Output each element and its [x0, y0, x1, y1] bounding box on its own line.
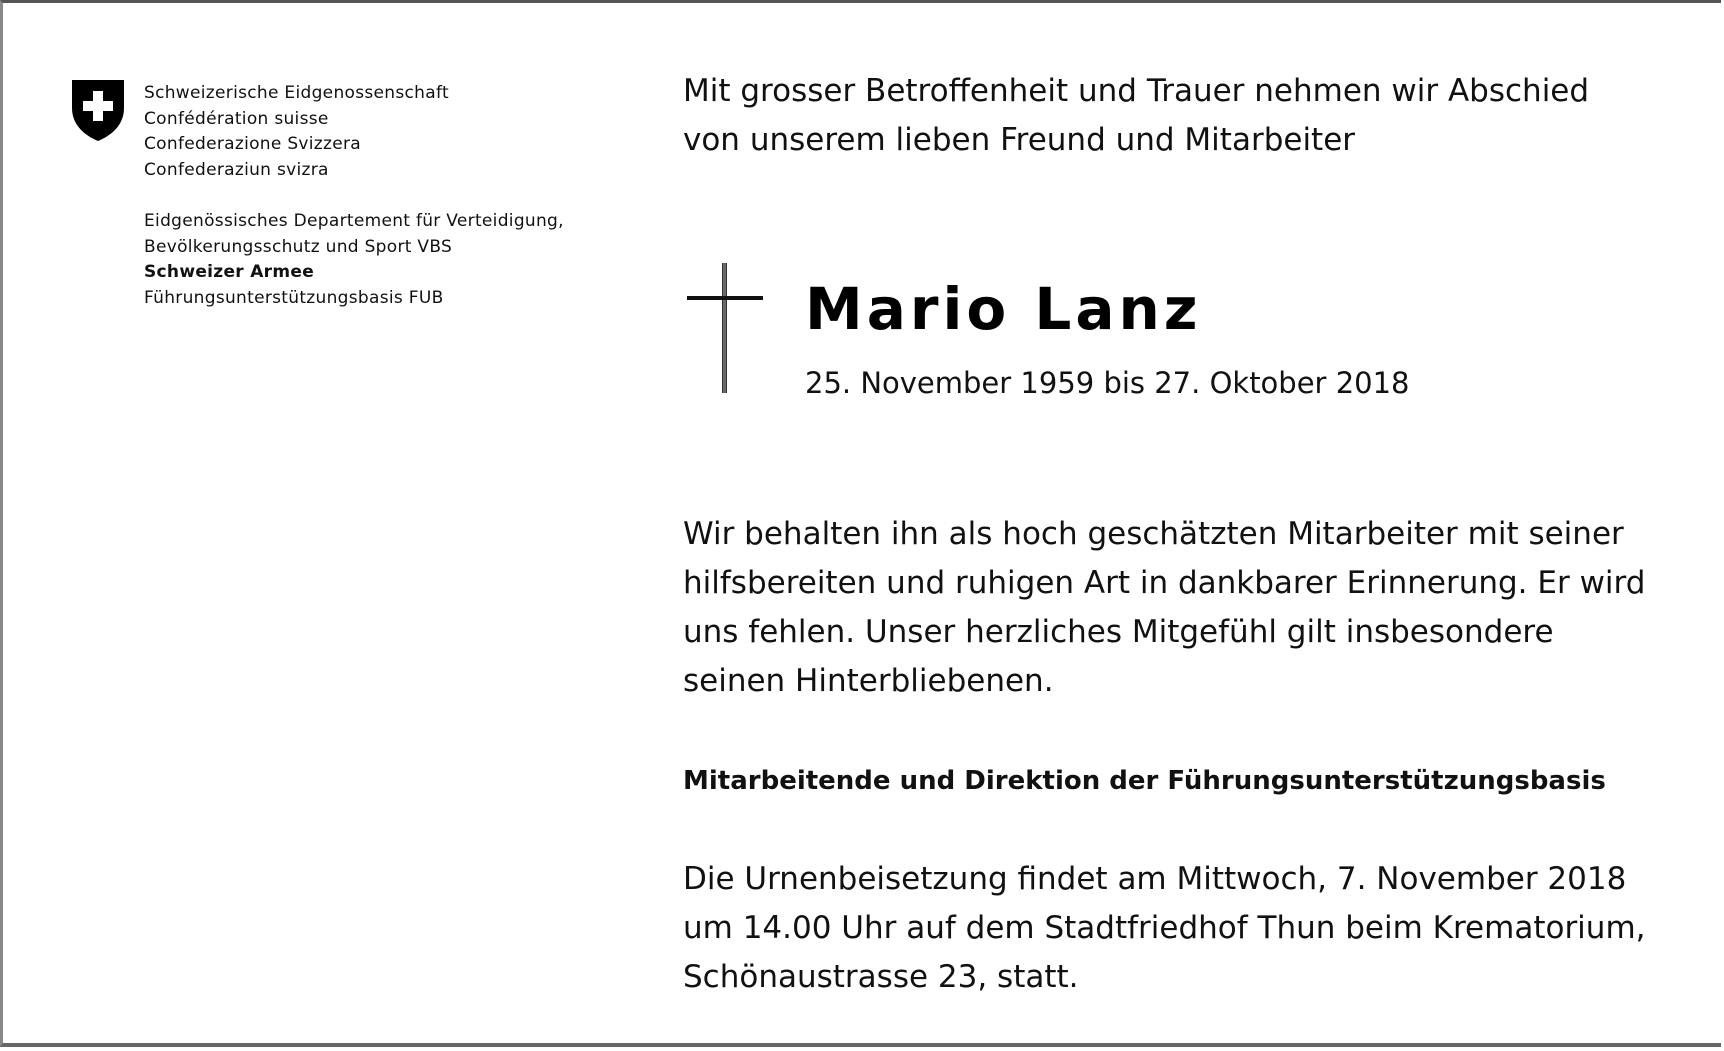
message-line-3: uns fehlen. Unser herzliches Mitgefühl gilt insbesondere — [683, 614, 1554, 650]
confederation-name-it: Confederazione Svizzera — [144, 134, 362, 155]
signature-line: Mitarbeitende und Direktion der Führungsunterstützungsbasis — [683, 766, 1606, 796]
intro-line-1: Mit grosser Betroffenheit und Trauer nehmen wir Abschied — [683, 73, 1590, 109]
agency-block — [144, 81, 564, 312]
cross-vertical-bar — [722, 263, 727, 393]
funeral-line-2: um 14.00 Uhr auf dem Stadtfriedhof Thun beim Krematorium, — [683, 910, 1646, 946]
department-line-2: Bevölkerungsschutz und Sport VBS — [144, 236, 453, 257]
message-line-2: hilfsbereiten und ruhigen Art in dankbarer Erinnerung. Er wird — [683, 565, 1646, 601]
intro-line-2: von unserem lieben Freund und Mitarbeiter — [683, 122, 1356, 158]
funeral-notice — [683, 855, 1646, 1002]
funeral-line-1: Die Urnenbeisetzung findet am Mittwoch, 7. November 2018 — [683, 861, 1627, 897]
deceased-name: Mario Lanz — [805, 275, 1202, 343]
cross-horizontal-bar — [687, 296, 763, 300]
army-name: Schweizer Armee — [144, 262, 315, 283]
intro-text — [683, 67, 1643, 165]
spacer — [144, 184, 564, 209]
department-line-1: Eidgenössisches Departement für Verteidigung, — [144, 210, 564, 231]
funeral-line-3: Schönaustrasse 23, statt. — [683, 959, 1079, 995]
condolence-message — [683, 510, 1646, 706]
confederation-name-rm: Confederaziun svizra — [144, 160, 329, 181]
confederation-name-fr: Confédération suisse — [144, 108, 329, 129]
cross-icon — [687, 263, 763, 393]
message-line-1: Wir behalten ihn als hoch geschätzten Mitarbeiter mit seiner — [683, 516, 1624, 552]
swiss-coat-of-arms-icon — [70, 78, 126, 142]
life-dates: 25. November 1959 bis 27. Oktober 2018 — [805, 366, 1410, 400]
message-line-4: seinen Hinterbliebenen. — [683, 663, 1054, 699]
unit-name: Führungsunterstützungsbasis FUB — [144, 287, 444, 308]
confederation-name-de: Schweizerische Eidgenossenschaft — [144, 83, 449, 103]
